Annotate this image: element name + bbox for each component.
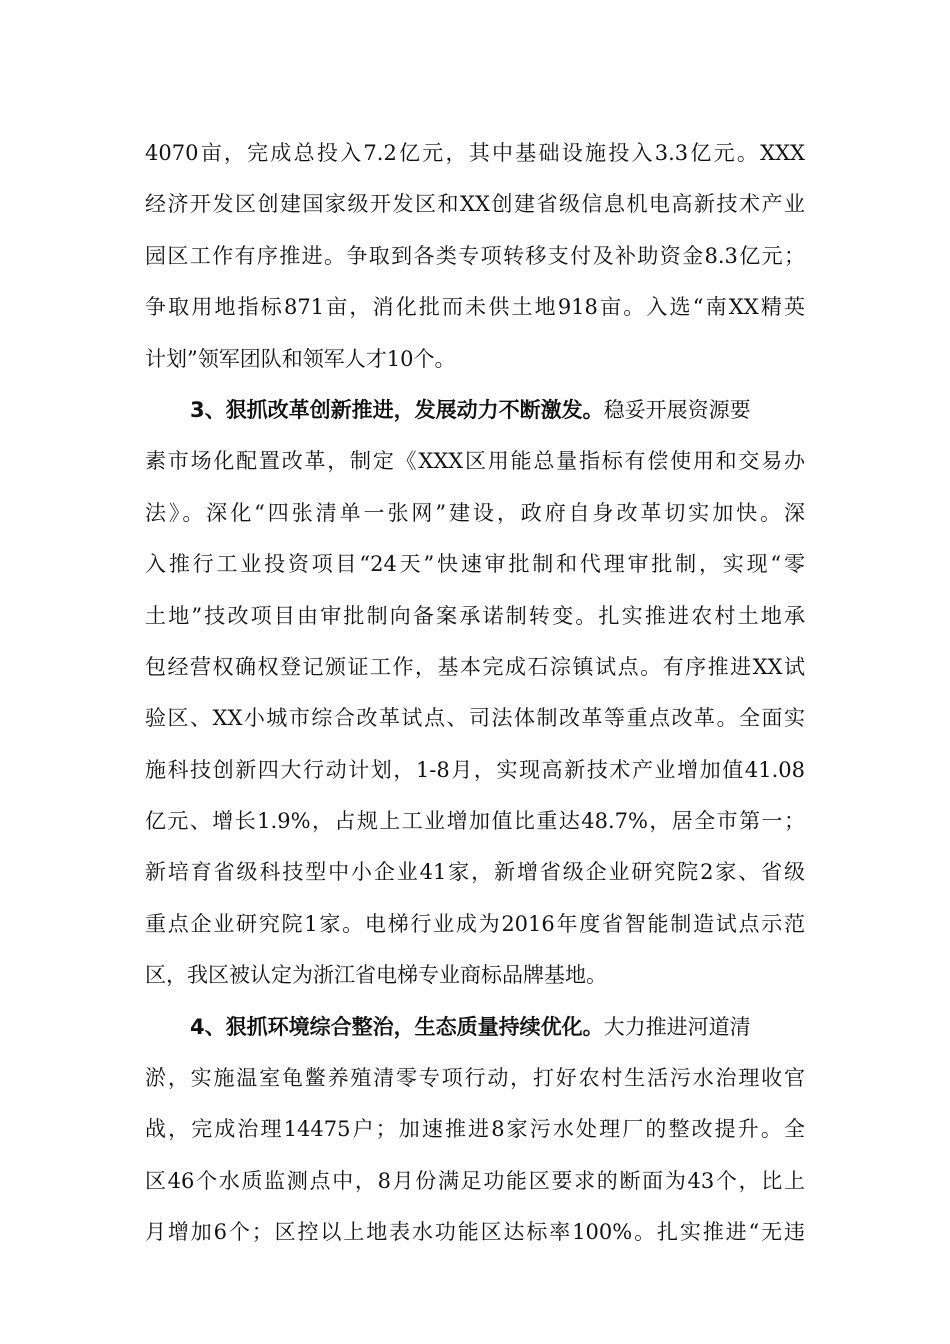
paragraph-line: 重点企业研究院1家。电梯行业成为2016年度省智能制造试点示范 xyxy=(145,911,805,936)
paragraph-line: 入推行工业投资项目“24天”快速审批制和代理审批制，实现“零 xyxy=(145,552,805,577)
paragraph-line: 土地”技改项目由审批制向备案承诺制转变。扎实推进农村土地承 xyxy=(145,603,805,628)
paragraph-line: 验区、XX小城市综合改革试点、司法体制改革等重点改革。全面实 xyxy=(145,706,805,731)
paragraph-line: 区，我区被认定为浙江省电梯专业商标品牌基地。 xyxy=(145,963,607,988)
paragraph-line: 战，完成治理14475户；加速推进8家污水处理厂的整改提升。全 xyxy=(145,1117,805,1142)
paragraph-line: 经济开发区创建国家级开发区和XX创建省级信息机电高新技术产业 xyxy=(145,192,805,217)
paragraph-text: 大力推进河道清 xyxy=(603,1014,751,1039)
section-heading: 4、狠抓环境综合整治，生态质量持续优化。 xyxy=(190,1014,604,1039)
paragraph-line: 法》。深化“四张清单一张网”建设，政府自身改革切实加快。深 xyxy=(145,500,805,525)
paragraph-first-line xyxy=(145,1006,805,1057)
paragraph-line: 淤，实施温室龟鳖养殖清零专项行动，打好农村生活污水治理收官 xyxy=(145,1066,805,1091)
paragraph-line: 亿元、增长1.9%，占规上工业增加值比重达48.7%，居全市第一； xyxy=(145,809,805,834)
section-heading: 3、狠抓改革创新推进，发展动力不断激发。 xyxy=(190,397,604,422)
paragraph-line: 区46个水质监测点中，8月份满足功能区要求的断面为43个，比上 xyxy=(145,1168,805,1193)
paragraph-text: 稳妥开展资源要 xyxy=(603,397,751,422)
paragraph-first-line xyxy=(145,389,805,440)
paragraph-line: 素市场化配置改革，制定《XXX区用能总量指标有偿使用和交易办 xyxy=(145,449,805,474)
document-body xyxy=(145,132,805,1263)
paragraph-line: 计划”领军团队和领军人才10个。 xyxy=(145,346,456,371)
paragraph-line: 园区工作有序推进。争取到各类专项转移支付及补助资金8.3亿元； xyxy=(145,243,805,268)
paragraph-line: 月增加6个；区控以上地表水功能区达标率100%。扎实推进“无违 xyxy=(145,1220,805,1245)
paragraph-line: 施科技创新四大行动计划，1-8月，实现高新技术产业增加值41.08 xyxy=(145,757,805,782)
paragraph-line: 包经营权确权登记颁证工作，基本完成石淙镇试点。有序推进XX试 xyxy=(145,654,805,679)
paragraph-line: 新培育省级科技型中小企业41家，新增省级企业研究院2家、省级 xyxy=(145,860,805,885)
paragraph-line: 4070亩，完成总投入7.2亿元，其中基础设施投入3.3亿元。XXX xyxy=(145,141,805,165)
paragraph-line: 争取用地指标871亩，消化批而未供土地918亩。入选“南XX精英 xyxy=(145,295,805,320)
